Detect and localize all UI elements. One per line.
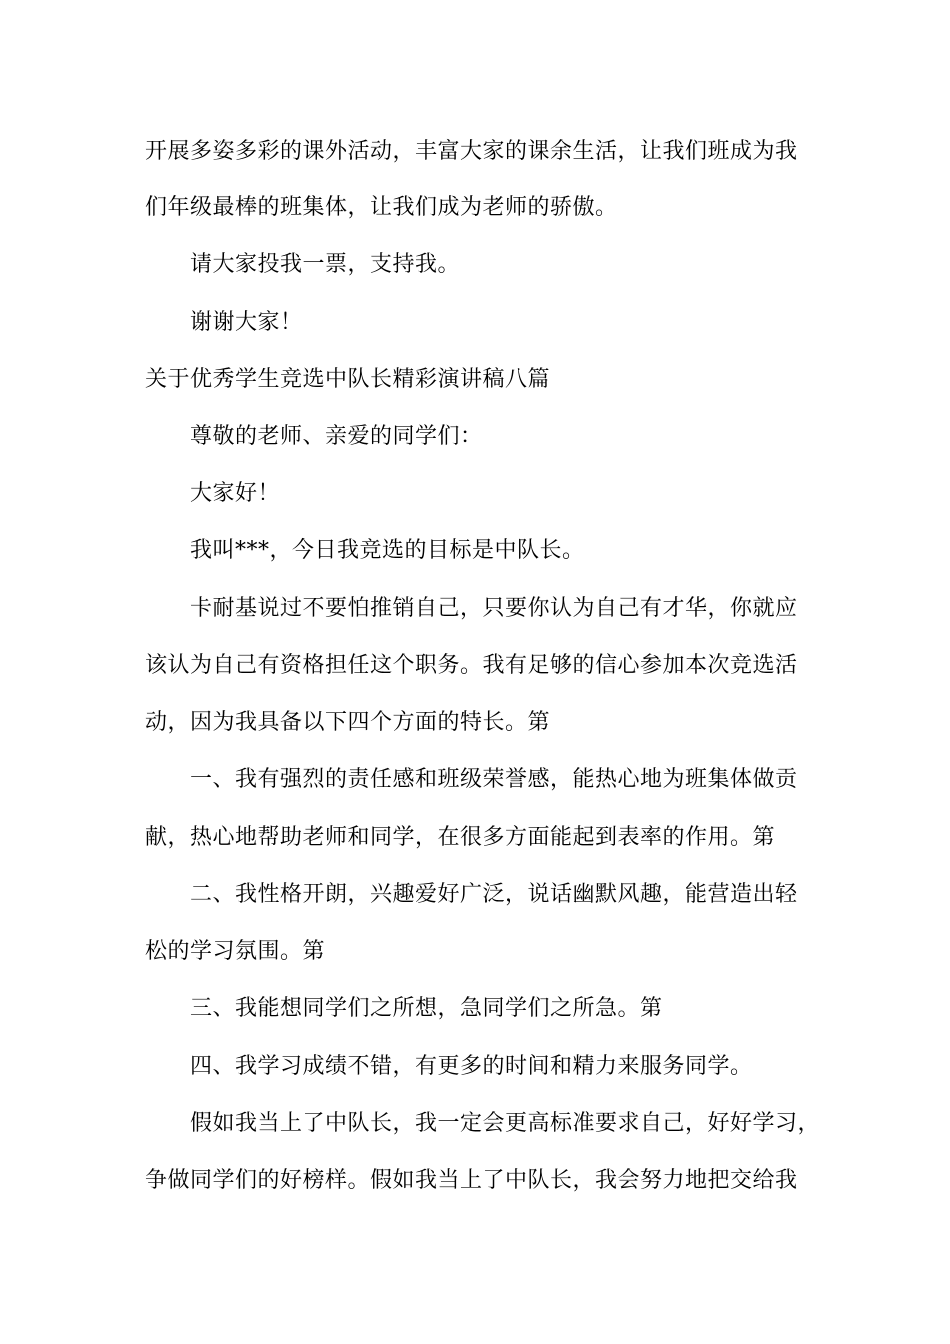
paragraph-line: 尊敬的老师、亲爱的同学们：	[190, 424, 483, 449]
paragraph-line: 假如我当上了中队长，我一定会更高标准要求自己，好好学习，	[190, 1111, 821, 1136]
paragraph-line: 们年级最棒的班集体，让我们成为老师的骄傲。	[145, 195, 618, 220]
paragraph-line: 三、我能想同学们之所想，急同学们之所急。第	[190, 996, 663, 1021]
paragraph-line: 该认为自己有资格担任这个职务。我有足够的信心参加本次竞选活	[145, 653, 798, 678]
paragraph-line: 二、我性格开朗，兴趣爱好广泛，说话幽默风趣，能营造出轻	[190, 882, 798, 907]
section-heading: 关于优秀学生竞选中队长精彩演讲稿八篇	[145, 367, 551, 392]
paragraph-line: 我叫***，今日我竞选的目标是中队长。	[190, 538, 585, 563]
paragraph-line: 大家好！	[190, 481, 281, 506]
paragraph-line: 开展多姿多彩的课外活动，丰富大家的课余生活，让我们班成为我	[145, 139, 798, 164]
paragraph-line: 请大家投我一票，支持我。	[190, 252, 461, 277]
paragraph-line: 动，因为我具备以下四个方面的特长。第	[145, 710, 551, 735]
paragraph-line: 争做同学们的好榜样。假如我当上了中队长，我会努力地把交给我	[145, 1168, 798, 1193]
paragraph-line: 卡耐基说过不要怕推销自己，只要你认为自己有才华，你就应	[190, 596, 798, 621]
paragraph-line: 一、我有强烈的责任感和班级荣誉感，能热心地为班集体做贡	[190, 767, 798, 792]
paragraph-line: 谢谢大家！	[190, 310, 303, 335]
paragraph-line: 四、我学习成绩不错，有更多的时间和精力来服务同学。	[190, 1054, 753, 1079]
paragraph-line: 松的学习氛围。第	[145, 939, 326, 964]
paragraph-line: 献，热心地帮助老师和同学，在很多方面能起到表率的作用。第	[145, 825, 776, 850]
